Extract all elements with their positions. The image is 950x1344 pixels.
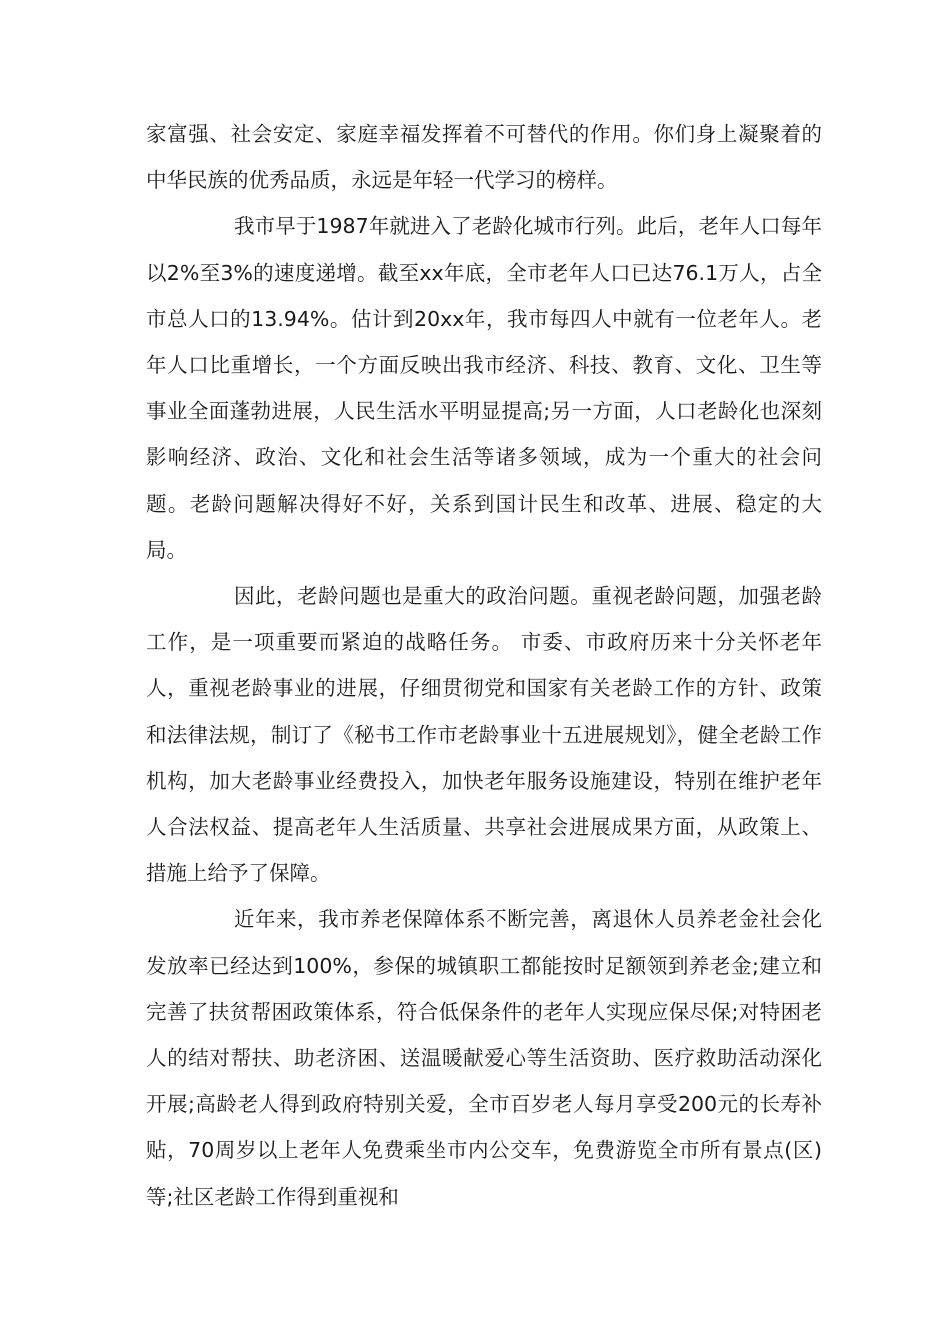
document-body [146,111,822,1220]
paragraph-3: 因此，老龄问题也是重大的政治问题。重视老龄问题，加强老龄工作，是一项重要而紧迫的战略任务。 市委、市政府历来十分关怀老年人，重视老龄事业的进展，仔细贯彻党和国家有关老龄工作的方针、政策和法律法规，制订了《秘书工作市老龄事业十五进展规划》，健全老龄工作机构，加大老龄事业经费投入，加快老年服务设施建设，特别在维护老年人合法权益、提高老年人生活质量、共享社会进展成果方面，从政策上、措施上给予了保障。 [146,584,822,886]
paragraph-1: 家富强、社会安定、家庭幸福发挥着不可替代的作用。你们身上凝聚着的中华民族的优秀品质，永远是年轻一代学习的榜样。 [146,122,822,193]
paragraph-2: 我市早于1987年就进入了老龄化城市行列。此后，老年人口每年以2%至3%的速度递增。截至xx年底，全市老年人口已达76.1万人，占全市总人口的13.94%。估计到20xx年，我市每四人中就有一位老年人。老年人口比重增长，一个方面反映出我市经济、科技、教育、文化、卫生等事业全面蓬勃进展，人民生活水平明显提高;另一方面，人口老龄化也深刻影响经济、政治、文化和社会生活等诸多领域，成为一个重大的社会问题。老龄问题解决得好不好，关系到国计民生和改革、进展、稳定的大局。 [146,214,822,562]
paragraph-4: 近年来，我市养老保障体系不断完善，离退休人员养老金社会化发放率已经达到100%，参保的城镇职工都能按时足额领到养老金;建立和完善了扶贫帮困政策体系，符合低保条件的老年人实现应保尽保;对特困老人的结对帮扶、助老济困、送温暖献爱心等生活资助、医疗救助活动深化开展;高龄老人得到政府特别关爱，全市百岁老人每月享受200元的长寿补贴，70周岁以上老年人免费乘坐市内公交车，免费游览全市所有景点(区)等;社区老龄工作得到重视和 [146,907,822,1209]
